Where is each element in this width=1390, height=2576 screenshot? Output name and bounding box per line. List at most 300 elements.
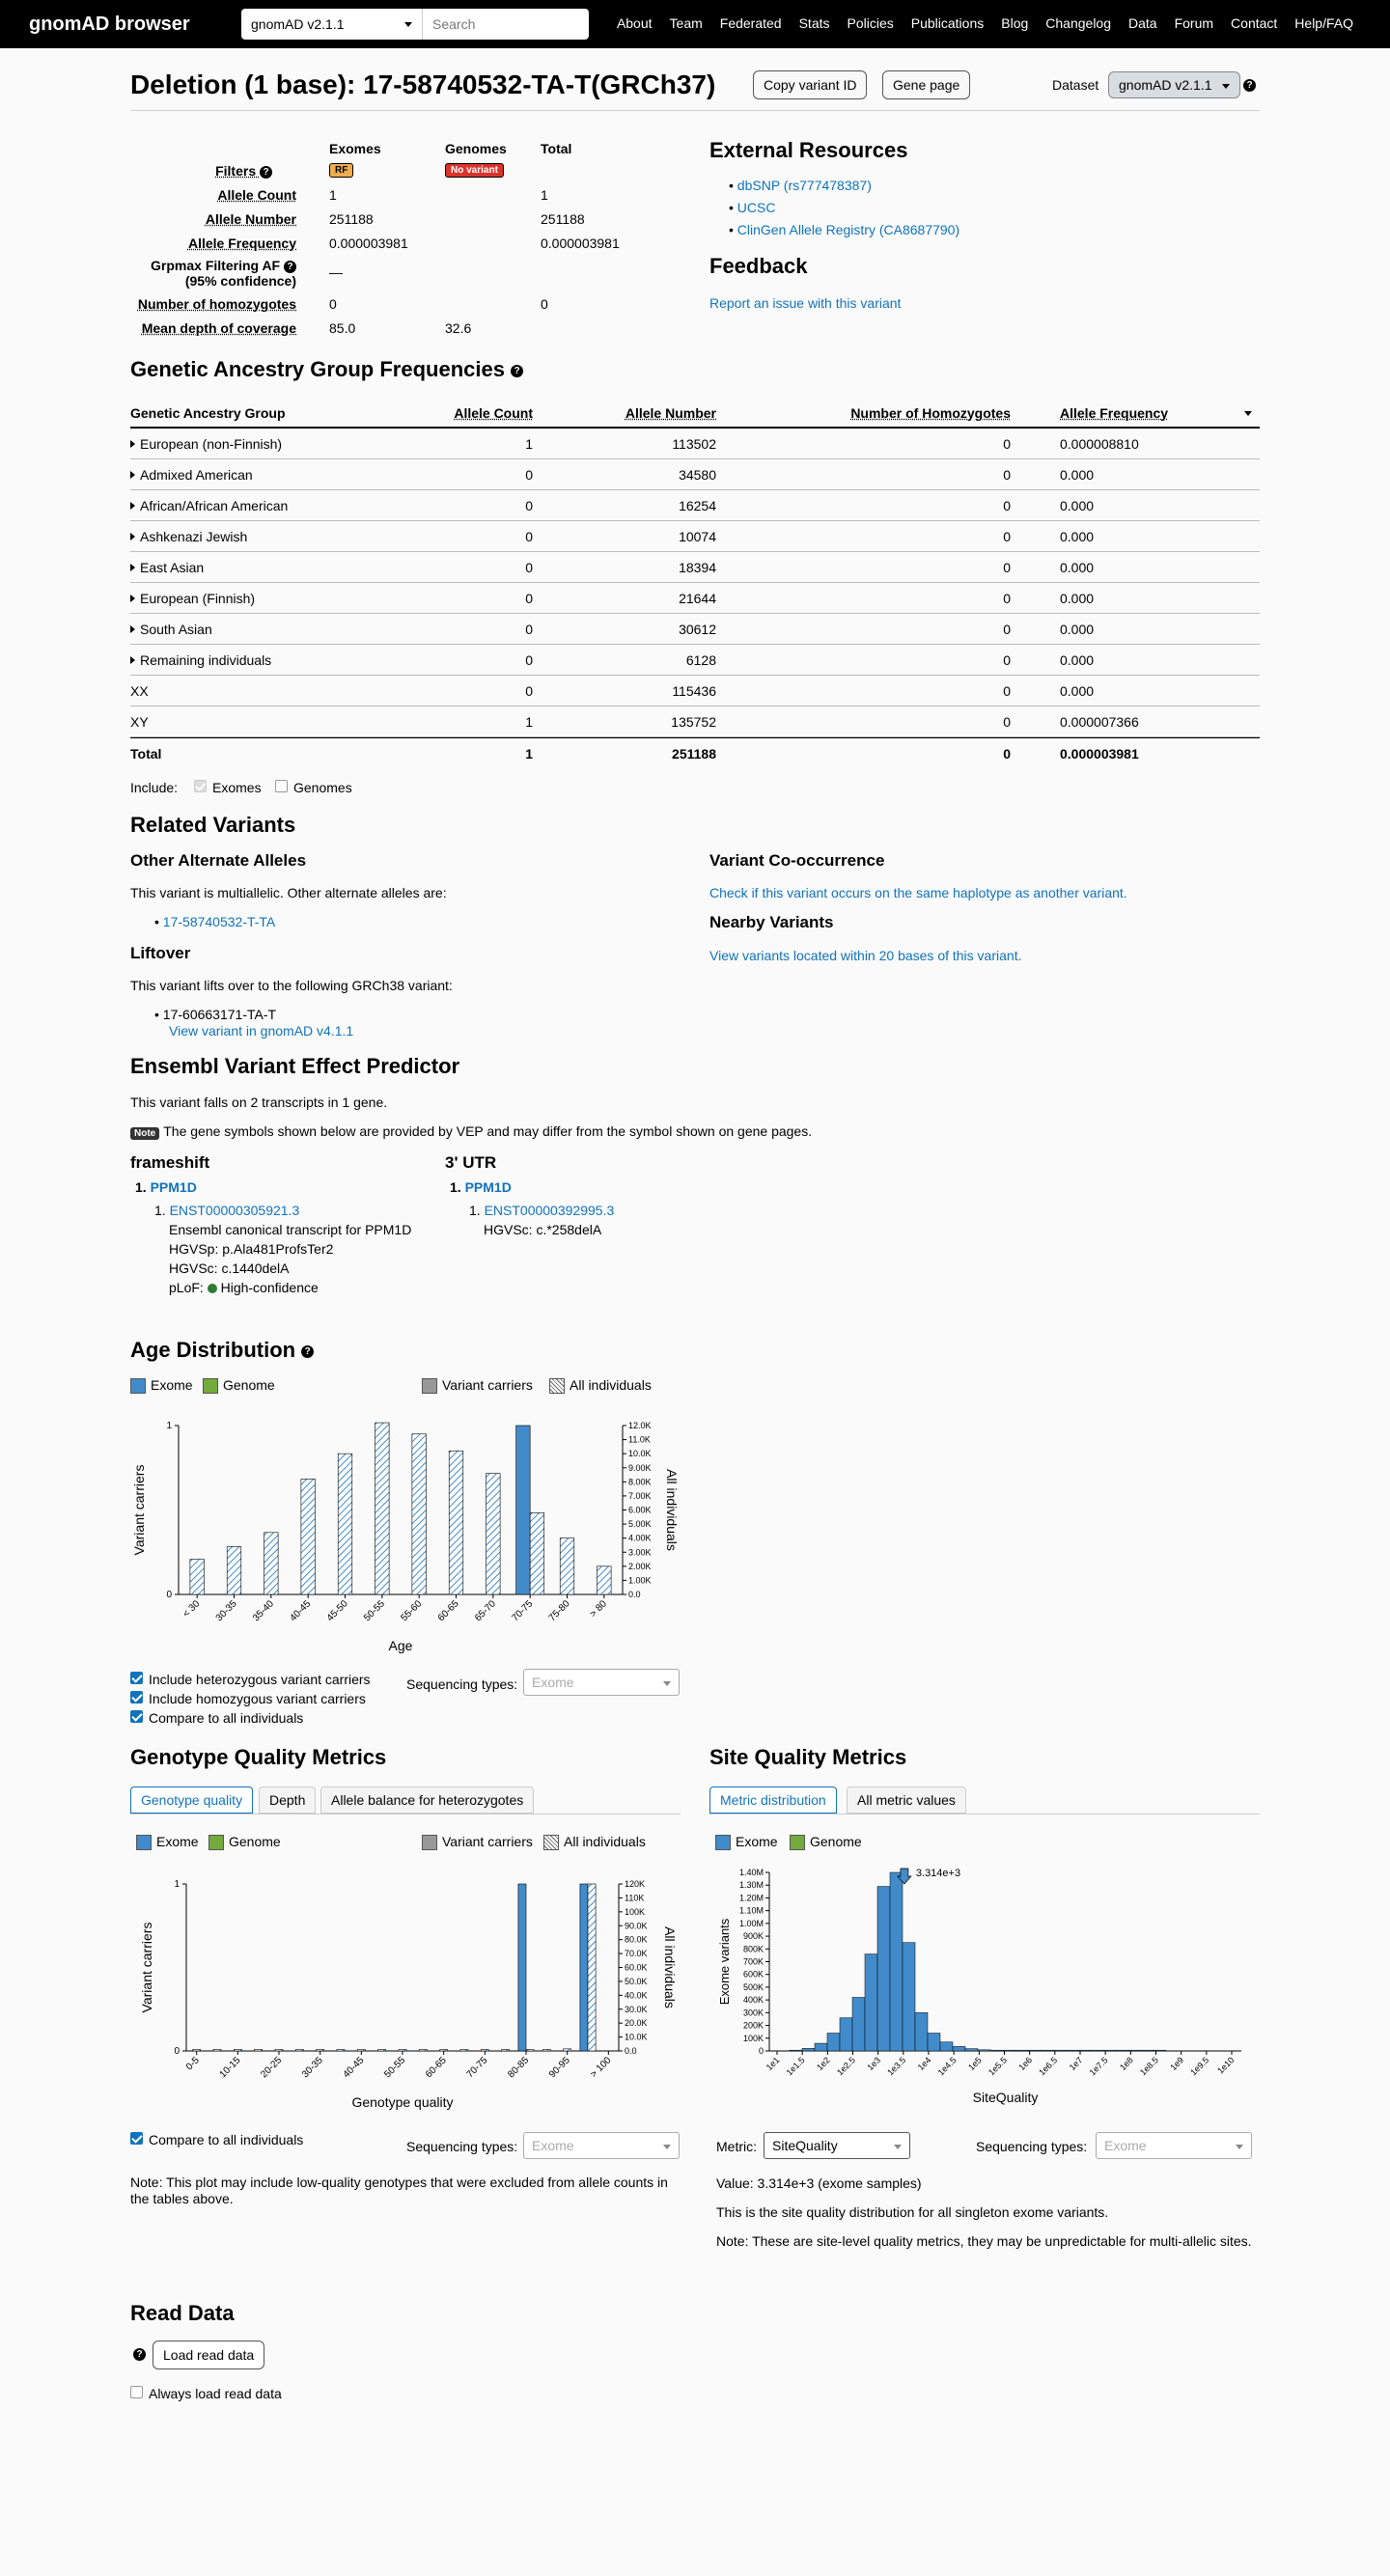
- no-variant-badge: No variant: [445, 163, 504, 178]
- y-tick-label: 700K: [742, 1956, 764, 1967]
- exome-swatch: [130, 1378, 146, 1394]
- vep-title: Ensembl Variant Effect Predictor: [130, 1054, 460, 1078]
- histogram-bar: [1116, 2050, 1128, 2051]
- liftover-link[interactable]: View variant in gnomAD v4.1.1: [169, 1023, 354, 1039]
- dataset-label: Dataset: [1052, 77, 1099, 93]
- y2-tick-label: 120K: [625, 1879, 646, 1889]
- allele-frequency: 0.000: [1060, 622, 1095, 637]
- y2-tick-label: 40.0K: [625, 1990, 648, 2001]
- x-tick-label: 1e10: [1215, 2055, 1237, 2076]
- x-tick-label: 40-45: [341, 2055, 367, 2081]
- expand-triangle-icon[interactable]: [130, 625, 135, 633]
- x-tick-label: 1e1.5: [784, 2055, 807, 2078]
- expand-triangle-icon[interactable]: [130, 502, 135, 510]
- nearby-link[interactable]: View variants located within 20 bases of this variant.: [709, 948, 1022, 963]
- search-input[interactable]: Search: [432, 16, 476, 32]
- sq-value-text: Value: 3.314e+3 (exome samples): [716, 2175, 922, 2191]
- all-individuals-bar: [295, 2050, 303, 2052]
- tab-depth[interactable]: Depth: [259, 1787, 316, 1814]
- x-tick-label: 1e3.5: [885, 2055, 908, 2078]
- y2-tick-label: 9.00K: [628, 1462, 652, 1473]
- col-genomes: Genomes: [445, 141, 507, 156]
- expand-triangle-icon[interactable]: [130, 440, 135, 448]
- vep-note: Note The gene symbols shown below are provided by VEP and may differ from the symbol shown on gene pages.: [130, 1123, 812, 1140]
- y2-axis-label: All individuals: [664, 1469, 680, 1551]
- frameshift-title: frameshift: [130, 1153, 210, 1172]
- gene-page-button[interactable]: Gene page: [882, 70, 970, 99]
- tab-all-metric-values[interactable]: All metric values: [847, 1787, 966, 1814]
- expand-triangle-icon[interactable]: [130, 533, 135, 540]
- exome-swatch: [136, 1835, 152, 1850]
- histogram-bar: [965, 2049, 978, 2051]
- grpmax-label: Grpmax Filtering AF ? (95% confidence): [151, 258, 296, 289]
- x-tick-label: 65-70: [473, 1598, 498, 1624]
- hom-carriers-label: Include homozygous variant carriers: [149, 1691, 366, 1706]
- always-load-checkbox[interactable]: [130, 2386, 143, 2398]
- y2-tick-label: 30.0K: [625, 2004, 648, 2014]
- histogram-bar: [865, 1954, 877, 2051]
- all-individuals-bar: [317, 2050, 324, 2052]
- table-row[interactable]: [130, 459, 1260, 490]
- allele-frequency: 0.000007366: [1060, 714, 1139, 730]
- ac-exomes: 1: [329, 187, 337, 203]
- histogram-bar: [1003, 2050, 1015, 2051]
- all-individuals-bar: [264, 1533, 279, 1594]
- total-label: Total: [130, 746, 162, 762]
- all-individuals-bar: [564, 2049, 571, 2051]
- total-hom: 0: [1003, 746, 1011, 762]
- y-tick-label: 0: [166, 1590, 172, 1600]
- all-individuals-bar: [598, 1566, 612, 1594]
- y-tick-label: 800K: [742, 1944, 764, 1954]
- nav-link-forum[interactable]: Forum: [1174, 15, 1214, 31]
- y-tick-label: 200K: [742, 2020, 764, 2031]
- liftover-title: Liftover: [130, 944, 191, 962]
- x-tick-label: 40-45: [288, 1598, 314, 1624]
- x-tick-label: > 80: [588, 1598, 609, 1620]
- y-tick-label: 1.00M: [738, 1918, 764, 1928]
- group-name: South Asian: [140, 622, 212, 637]
- table-header: [130, 398, 1260, 429]
- allele-count: 0: [525, 683, 533, 699]
- y2-tick-label: 7.00K: [628, 1490, 652, 1501]
- group-name: African/African American: [140, 498, 289, 513]
- gq-compare-checkbox[interactable]: [130, 2132, 143, 2145]
- rf-filter-badge: RF: [329, 163, 353, 178]
- y-tick-label: 1: [174, 1879, 180, 1890]
- all-individuals-bar: [357, 2050, 365, 2052]
- allele-frequency: 0.000: [1060, 683, 1095, 699]
- metric-label: Metric:: [716, 2139, 757, 2154]
- gene-link[interactable]: PPM1D: [150, 1179, 197, 1195]
- total-an: 251188: [672, 746, 716, 762]
- histogram-bar: [1141, 2050, 1154, 2051]
- nav-link-help[interactable]: Help/FAQ: [1294, 15, 1353, 31]
- expand-triangle-icon[interactable]: [130, 656, 135, 664]
- age-seq-select[interactable]: Exome: [523, 1669, 680, 1696]
- an-total: 251188: [541, 211, 585, 227]
- gq-legend-genome: Genome: [208, 1834, 281, 1850]
- total-af: 0.000003981: [1060, 746, 1139, 762]
- homozygotes: 0: [1003, 529, 1011, 544]
- hgvsp-text: HGVSp: p.Ala481ProfsTer2: [169, 1241, 334, 1257]
- tab-metric-distribution[interactable]: Metric distribution: [709, 1787, 837, 1814]
- help-icon[interactable]: ?: [133, 2348, 146, 2361]
- y2-tick-label: 110K: [625, 1893, 645, 1903]
- x-tick-label: 1e5: [966, 2055, 984, 2073]
- x-tick-label: 0-5: [183, 2055, 202, 2073]
- related-variants-title: Related Variants: [130, 813, 296, 837]
- y2-tick-label: 100K: [625, 1906, 646, 1917]
- y-tick-label: 600K: [742, 1969, 764, 1980]
- allele-count: 1: [525, 714, 533, 730]
- sq-note: Note: These are site-level quality metrics, they may be unpredictable for multi-allelic sites.: [716, 2233, 1252, 2249]
- y2-axis-label: All individuals: [662, 1926, 678, 2008]
- all-individuals-bar: [399, 2050, 406, 2052]
- brand-logo[interactable]: gnomAD browser: [29, 14, 190, 35]
- x-tick-label: 1e5.5: [986, 2055, 1009, 2078]
- sq-seq-select[interactable]: Exome: [1096, 2132, 1252, 2159]
- table-row[interactable]: [130, 552, 1260, 583]
- depth-label: Mean depth of coverage: [141, 320, 296, 336]
- group-name: Admixed American: [140, 467, 253, 483]
- depth-exomes: 85.0: [329, 320, 356, 336]
- copy-variant-id-button[interactable]: Copy variant ID: [753, 70, 867, 99]
- x-tick-label: 90-95: [546, 2055, 572, 2081]
- depth-genomes: 32.6: [445, 320, 472, 336]
- allele-frequency: 0.000008810: [1060, 436, 1139, 452]
- x-tick-label: 1e6.5: [1037, 2055, 1060, 2078]
- all-individuals-bar: [378, 2050, 386, 2052]
- histogram-bar: [790, 2050, 802, 2051]
- cooccurrence-link[interactable]: Check if this variant occurs on the same haplotype as another variant.: [709, 885, 1127, 900]
- an-exomes: 251188: [329, 211, 374, 227]
- ac-total: 1: [541, 187, 548, 203]
- nav-link-publications[interactable]: Publications: [910, 15, 985, 31]
- x-tick-label: 70-75: [510, 1598, 536, 1624]
- nav-links: [617, 15, 1353, 31]
- tab-genotype-quality[interactable]: Genotype quality: [130, 1787, 253, 1814]
- y2-tick-label: 2.00K: [628, 1561, 652, 1571]
- link-dbsnp[interactable]: • dbSNP (rs777478387): [729, 178, 872, 193]
- allele-number: 10074: [679, 529, 716, 544]
- homozygotes: 0: [1003, 560, 1011, 575]
- col-exomes: Exomes: [329, 141, 381, 156]
- all-individuals-bar: [530, 1512, 544, 1594]
- genome-swatch: [208, 1835, 224, 1850]
- het-carriers-label: Include heterozygous variant carriers: [149, 1672, 371, 1687]
- legend-carriers: Variant carriers: [422, 1377, 533, 1394]
- x-tick-label: 1e9: [1168, 2055, 1186, 2073]
- histogram-bar: [978, 2050, 990, 2051]
- all-individuals-bar: [337, 2050, 345, 2052]
- help-icon[interactable]: ?: [511, 365, 523, 377]
- table-row[interactable]: [130, 521, 1260, 552]
- y-tick-label: 1: [166, 1421, 172, 1431]
- link-ucsc[interactable]: • UCSC: [729, 200, 776, 215]
- other-alleles-title: Other Alternate Alleles: [130, 851, 307, 870]
- all-individuals-bar: [486, 1474, 501, 1594]
- utr-title: 3' UTR: [445, 1153, 497, 1172]
- page-title: Deletion (1 base): 17-58740532-TA-T(GRCh37): [130, 69, 716, 99]
- gq-legend-all: All individuals: [543, 1834, 646, 1850]
- y-tick-label: 0: [174, 2046, 180, 2057]
- x-axis-label: Age: [388, 1638, 413, 1653]
- allele-frequency: 0.000: [1060, 652, 1095, 668]
- transcript-link[interactable]: ENST00000305921.3: [169, 1203, 300, 1218]
- genome-swatch: [790, 1835, 805, 1850]
- include-genomes-checkbox[interactable]: [275, 780, 288, 792]
- age-chart: [130, 1409, 690, 1655]
- homozygotes: 0: [1003, 591, 1011, 606]
- always-load-label: Always load read data: [149, 2386, 282, 2401]
- allele-frequency: 0.000: [1060, 560, 1095, 575]
- value-marker-label: 3.314e+3: [915, 1868, 961, 1879]
- y2-tick-label: 3.00K: [628, 1547, 652, 1558]
- carrier-bar: [516, 1426, 531, 1594]
- all-individuals-swatch: [543, 1835, 559, 1850]
- allele-count: 1: [525, 436, 533, 452]
- all-individuals-bar: [481, 2050, 488, 2052]
- col-homozygotes[interactable]: Number of Homozygotes: [850, 405, 1011, 421]
- y-tick-label: 0: [758, 2046, 764, 2056]
- nav-link-team[interactable]: Team: [669, 15, 703, 31]
- y2-tick-label: 8.00K: [628, 1477, 652, 1487]
- col-allele-number[interactable]: Allele Number: [625, 405, 716, 421]
- group-name: XX: [130, 683, 149, 699]
- allele-number: 30612: [679, 622, 716, 637]
- y2-tick-label: 11.0K: [628, 1434, 651, 1445]
- expand-triangle-icon[interactable]: [130, 471, 135, 479]
- table-row: [130, 706, 1260, 737]
- compare-all-checkbox[interactable]: [130, 1710, 143, 1723]
- x-tick-label: 55-60: [399, 1598, 425, 1624]
- x-tick-label: 1e6: [1016, 2055, 1035, 2073]
- carrier-bar: [580, 1884, 588, 2051]
- nav-link-blog[interactable]: Blog: [1001, 15, 1029, 31]
- allele-frequency-label: Allele Frequency: [187, 235, 296, 251]
- allele-count: 0: [525, 591, 533, 606]
- population-table: [130, 398, 1260, 768]
- homozygotes: 0: [1003, 652, 1011, 668]
- col-allele-count[interactable]: Allele Count: [454, 405, 533, 421]
- allele-count: 0: [525, 652, 533, 668]
- nav-link-federated[interactable]: Federated: [719, 15, 782, 31]
- allele-number-label: Allele Number: [205, 211, 296, 227]
- other-allele-item: • 17-58740532-T-TA: [154, 914, 276, 929]
- x-tick-label: 70-75: [464, 2055, 490, 2081]
- all-individuals-bar: [213, 2050, 221, 2052]
- y-tick-label: 300K: [742, 2008, 764, 2018]
- all-individuals-bar: [460, 2050, 468, 2052]
- link-clingen[interactable]: • ClinGen Allele Registry (CA8687790): [729, 222, 960, 237]
- allele-number: 6128: [685, 652, 716, 668]
- y-axis-label: Variant carriers: [131, 1464, 147, 1556]
- gene-link[interactable]: PPM1D: [464, 1179, 512, 1195]
- other-allele-link[interactable]: 17-58740532-T-TA: [162, 914, 276, 929]
- plof-text: pLoF: High-confidence: [169, 1280, 319, 1295]
- allele-count: 0: [525, 622, 533, 637]
- x-tick-label: 1e1: [764, 2055, 782, 2073]
- genome-swatch: [203, 1378, 218, 1394]
- high-confidence-icon: [208, 1284, 217, 1293]
- y2-tick-label: 4.00K: [628, 1533, 652, 1543]
- tab-allele-balance[interactable]: Allele balance for heterozygotes: [320, 1787, 534, 1814]
- het-carriers-checkbox[interactable]: [130, 1672, 143, 1684]
- gq-note: Note: This plot may include low-quality genotypes that were excluded from allele counts in the tables above.: [130, 2174, 668, 2206]
- divider: [130, 110, 1260, 111]
- x-tick-label: 80-85: [506, 2055, 532, 2081]
- nav-link-policies[interactable]: Policies: [847, 15, 894, 31]
- col-group[interactable]: Genetic Ancestry Group: [130, 405, 286, 421]
- histogram-bar: [802, 2048, 815, 2051]
- x-tick-label: > 100: [588, 2055, 614, 2081]
- y2-tick-label: 60.0K: [625, 1962, 648, 1973]
- table-row[interactable]: [130, 583, 1260, 614]
- all-individuals-bar: [560, 1538, 574, 1594]
- metric-select[interactable]: SiteQuality: [764, 2132, 910, 2159]
- all-individuals-bar: [502, 2050, 510, 2052]
- nav-link-data[interactable]: Data: [1128, 15, 1157, 31]
- help-icon[interactable]: ?: [284, 261, 296, 273]
- histogram-bar: [990, 2050, 1003, 2051]
- table-row[interactable]: [130, 645, 1260, 676]
- x-tick-label: 1e2: [815, 2055, 832, 2073]
- frameshift-transcript: 1. ENST00000305921.3: [154, 1203, 300, 1218]
- expand-triangle-icon[interactable]: [130, 595, 135, 602]
- table-row[interactable]: [130, 490, 1260, 521]
- help-icon[interactable]: ?: [1243, 79, 1256, 92]
- histogram-bar: [1103, 2050, 1116, 2051]
- allele-number: 16254: [679, 498, 716, 513]
- dataset-selector[interactable]: [1108, 71, 1240, 98]
- chevron-down-icon: [404, 22, 412, 27]
- y-tick-label: 1.30M: [738, 1880, 764, 1891]
- group-name: European (non-Finnish): [140, 436, 283, 452]
- histogram-bar: [1028, 2050, 1041, 2051]
- group-name: European (Finnish): [140, 591, 256, 606]
- expand-triangle-icon[interactable]: [130, 564, 135, 571]
- y2-tick-label: 20.0K: [625, 2018, 648, 2029]
- allele-frequency: 0.000: [1060, 591, 1095, 606]
- allele-number: 21644: [679, 591, 716, 606]
- sq-title: Site Quality Metrics: [709, 1745, 907, 1769]
- include-exomes-checkbox[interactable]: [194, 780, 207, 792]
- nav-link-changelog[interactable]: Changelog: [1045, 15, 1112, 31]
- filters-label: Filters ?: [215, 163, 272, 179]
- gq-title: Genotype Quality Metrics: [130, 1745, 387, 1769]
- include-genomes-label: Genomes: [293, 780, 352, 795]
- histogram-bar: [1078, 2050, 1091, 2051]
- chevron-down-icon: [1222, 84, 1230, 89]
- all-individuals-bar: [227, 1546, 241, 1594]
- col-total: Total: [541, 141, 572, 156]
- homozygotes: 0: [1003, 622, 1011, 637]
- transcript-link[interactable]: ENST00000392995.3: [484, 1203, 615, 1218]
- col-allele-frequency[interactable]: Allele Frequency: [1060, 405, 1169, 421]
- hom-carriers-checkbox[interactable]: [130, 1691, 143, 1703]
- x-tick-label: 1e9.5: [1188, 2055, 1211, 2078]
- compare-all-label: Compare to all individuals: [149, 1710, 304, 1726]
- x-tick-label: 50-55: [362, 1598, 387, 1624]
- total-ac: 1: [525, 746, 533, 762]
- y2-tick-label: 80.0K: [625, 1934, 648, 1945]
- all-individuals-bar: [375, 1423, 390, 1594]
- sort-desc-icon: [1244, 411, 1252, 416]
- legend-exome: Exome: [130, 1377, 193, 1394]
- x-tick-label: 1e7: [1067, 2055, 1085, 2073]
- homozygotes: 0: [1003, 714, 1011, 730]
- dataset-select[interactable]: [241, 9, 423, 40]
- help-icon[interactable]: ?: [260, 166, 272, 179]
- read-data-title: Read Data: [130, 2301, 235, 2325]
- x-tick-label: 1e2.5: [834, 2055, 857, 2078]
- canonical-text: Ensembl canonical transcript for PPM1D: [169, 1222, 412, 1237]
- allele-count: 0: [525, 529, 533, 544]
- gq-seq-select[interactable]: Exome: [523, 2132, 680, 2159]
- frameshift-gene: 1. PPM1D: [135, 1179, 197, 1195]
- gq-legend-exome: Exome: [136, 1834, 199, 1850]
- population-title: Genetic Ancestry Group Frequencies ?: [130, 357, 523, 382]
- liftover-text: This variant lifts over to the following GRCh38 variant:: [130, 978, 453, 993]
- liftover-variant: • 17-60663171-TA-T: [154, 1007, 277, 1022]
- all-individuals-bar: [440, 2050, 448, 2052]
- y-axis-label: Variant carriers: [139, 1922, 154, 2013]
- utr-transcript: 1. ENST00000392995.3: [469, 1203, 615, 1218]
- report-issue-link[interactable]: Report an issue with this variant: [709, 295, 902, 311]
- grpmax-value: —: [329, 264, 343, 280]
- age-title: Age Distribution ?: [130, 1338, 314, 1363]
- external-resources-title: External Resources: [709, 138, 908, 162]
- allele-frequency: 0.000: [1060, 498, 1095, 513]
- all-individuals-bar: [275, 2050, 283, 2052]
- all-individuals-bar: [588, 1884, 596, 2051]
- y2-tick-label: 1.00K: [628, 1575, 652, 1586]
- legend-all: All individuals: [549, 1377, 652, 1394]
- homozygotes: 0: [1003, 498, 1011, 513]
- feedback-title: Feedback: [709, 254, 808, 278]
- load-read-data-button[interactable]: Load read data: [153, 2341, 264, 2369]
- nav-link-stats[interactable]: Stats: [798, 15, 830, 31]
- table-row: [130, 676, 1260, 706]
- table-row[interactable]: [130, 429, 1260, 459]
- allele-number: 113502: [672, 436, 716, 452]
- nav-link-contact[interactable]: Contact: [1231, 15, 1278, 31]
- y-tick-label: 1.10M: [738, 1905, 764, 1916]
- x-tick-label: 60-65: [435, 1598, 461, 1624]
- utr-hgvsc: HGVSc: c.*258delA: [484, 1222, 602, 1237]
- all-individuals-bar: [449, 1451, 463, 1594]
- histogram-bar: [1154, 2050, 1166, 2051]
- nav-link-about[interactable]: About: [616, 15, 653, 31]
- y2-tick-label: 70.0K: [625, 1949, 648, 1959]
- top-navbar: [0, 0, 1390, 48]
- table-row[interactable]: [130, 614, 1260, 645]
- help-icon[interactable]: ?: [301, 1345, 314, 1358]
- include-exomes-label: Exomes: [212, 780, 262, 795]
- dataset-select-value: gnomAD v2.1.1: [251, 16, 345, 32]
- all-individuals-bar: [412, 1434, 427, 1594]
- x-tick-label: 45-50: [324, 1598, 350, 1624]
- nearby-title: Nearby Variants: [709, 913, 834, 931]
- af-exomes: 0.000003981: [329, 235, 408, 251]
- x-axis-label: SiteQuality: [972, 2090, 1039, 2105]
- y2-tick-label: 0.0: [625, 2046, 637, 2056]
- histogram-bar: [1053, 2050, 1066, 2051]
- y-axis-label: Exome variants: [717, 1918, 732, 2006]
- histogram-bar: [840, 2018, 852, 2051]
- y2-tick-label: 0.0: [628, 1590, 641, 1599]
